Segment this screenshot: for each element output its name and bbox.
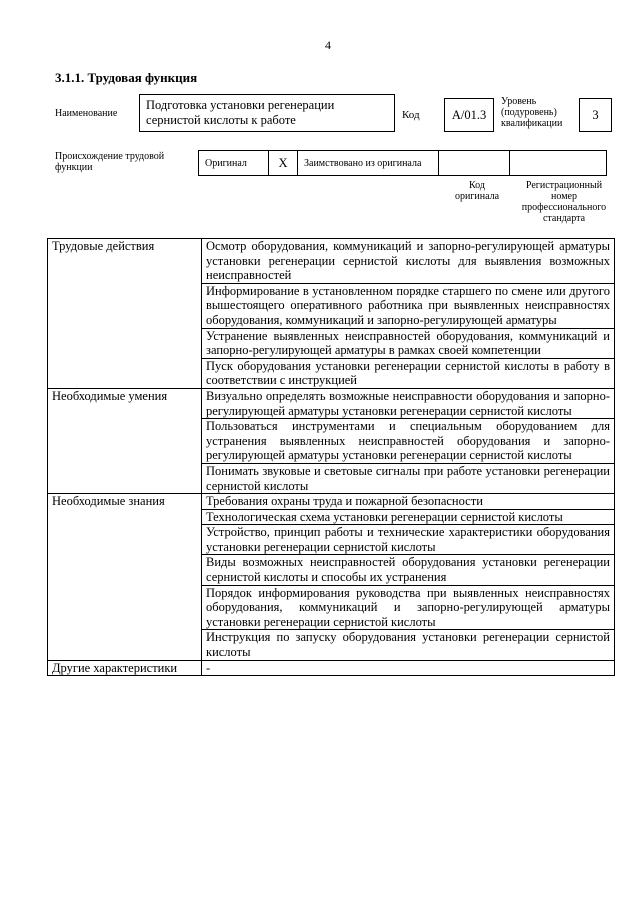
list-item: Требования охраны труда и пожарной безопасности	[202, 494, 615, 510]
reg-caption: Регистрационный номер профессионального стандарта	[521, 180, 607, 224]
origin-reg-cell	[509, 150, 607, 176]
list-item: Пользоваться инструментами и специальным оборудованием для устранения выявленных неисправностей оборудования и запорно-регулирующей арматуры установки регенерации сернистой кислоты	[202, 419, 615, 464]
original-mark: X	[268, 150, 298, 176]
section-heading: Другие характеристики	[48, 660, 202, 676]
list-item: Устройство, принцип работы и технические характеристики оборудования установки регенерации сернистой кислоты	[202, 525, 615, 555]
list-item: Понимать звуковые и световые сигналы при работе установки регенерации сернистой кислоты	[202, 463, 615, 493]
list-item: Информирование в установленном порядке старшего по смене или другого вышестоящего оперативного работника при выявленных неисправностях оборудования, коммуникаций и запорно-регулирующей арматуры	[202, 283, 615, 328]
table-row	[48, 239, 615, 284]
code-caption: Код оригинала	[454, 180, 500, 202]
original-cell: Оригинал	[198, 150, 269, 176]
borrowed-cell: Заимствовано из оригинала	[297, 150, 439, 176]
table-row	[48, 660, 615, 676]
section-heading: Необходимые умения	[48, 388, 202, 493]
list-item: Осмотр оборудования, коммуникаций и запорно-регулирующей арматуры установки регенерации сернистой кислоты для выявления возможных неисправностей	[202, 239, 615, 284]
list-item: Технологическая схема установки регенерации сернистой кислоты	[202, 509, 615, 525]
origin-row	[199, 150, 607, 176]
list-item: Визуально определять возможные неисправности оборудования и запорно-регулирующей арматуры установки регенерации сернистой кислоты	[202, 388, 615, 418]
code-value-box: A/01.3	[444, 98, 494, 132]
list-item: Порядок информирования руководства при выявленных неисправностях оборудования, коммуникаций и запорно-регулирующей арматуры установки регенерации сернистой кислоты	[202, 585, 615, 630]
function-table	[47, 238, 615, 676]
list-item: Пуск оборудования установки регенерации сернистой кислоты в работу в соответствии с инструкцией	[202, 358, 615, 388]
origin-label: Происхождение трудовой функции	[55, 151, 165, 173]
list-item: Инструкция по запуску оборудования установки регенерации сернистой кислоты	[202, 630, 615, 660]
function-name-box: Подготовка установки регенерации сернистой кислоты к работе	[139, 94, 395, 132]
level-value-box: 3	[579, 98, 612, 132]
list-item: Виды возможных неисправностей оборудования установки регенерации сернистой кислоты и способы их устранения	[202, 555, 615, 585]
code-label: Код	[402, 109, 420, 121]
list-item: Устранение выявленных неисправностей оборудования, коммуникаций и запорно-регулирующей арматуры в рамках своей компетенции	[202, 328, 615, 358]
section-heading: Трудовые действия	[48, 239, 202, 389]
section-title: 3.1.1. Трудовая функция	[55, 70, 198, 85]
level-label: Уровень (подуровень) квалификации	[501, 96, 563, 129]
table-row	[48, 388, 615, 418]
section-heading: Необходимые знания	[48, 494, 202, 661]
page-number: 4	[325, 38, 331, 52]
name-label: Наименование	[55, 108, 118, 119]
table-row	[48, 494, 615, 510]
origin-code-cell	[438, 150, 510, 176]
list-item: -	[202, 660, 615, 676]
